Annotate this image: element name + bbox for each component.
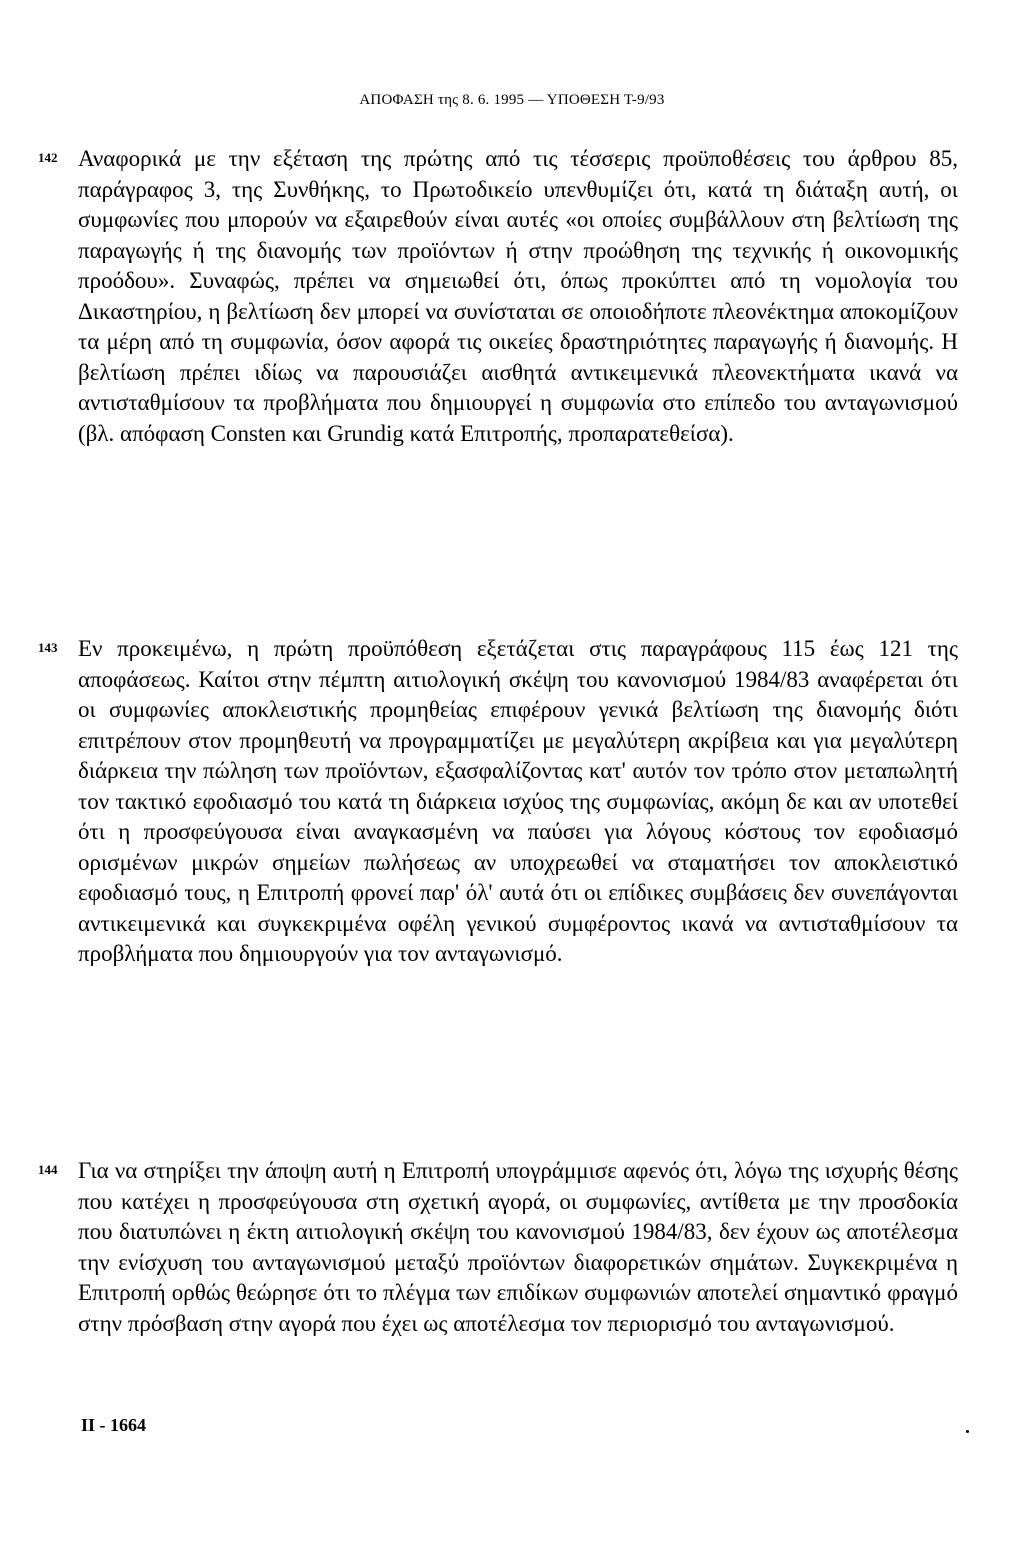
paragraph-142 — [38, 144, 958, 449]
paragraph-144 — [38, 1156, 958, 1339]
paragraph-number: 143 — [38, 640, 58, 655]
paragraph-text: Εν προκειμένω, η πρώτη προϋπόθεση εξετάζεται στις παραγράφους 115 έως 121 της αποφάσεως. Καίτοι στην πέμπτη αιτιολογική σκέψη του κανονισμού 1984/83 αναφέρεται ότι οι συμφωνίες αποκλειστικής προμηθείας επιφέρουν γενικά βελτίωση της διανομής διότι επιτρέπουν στον προμηθευτή να προγραμματίζει με μεγαλύτερη ακρίβεια και για μεγαλύτερη διάρκεια την πώληση των προϊόντων, εξασφαλίζοντας κατ' αυτόν τον τρόπο στον μεταπωλητή τον τακτικό εφοδιασμό του κατά τη διάρκεια ισχύος της συμφωνίας, ακόμη δε και αν υποτεθεί ότι η προσφεύγουσα είναι αναγκασμένη να παύσει για λόγους κόστους τον εφοδιασμό ορισμένων μικρών σημείων πωλήσεως αν υποχρεωθεί να σταματήσει τον αποκλειστικό εφοδιασμό τους, η Επιτροπή φρονεί παρ' όλ' αυτά ότι οι επίδικες συμβάσεις δεν συνεπάγονται αντικειμενικά και συγκεκριμένα οφέλη γενικού συμφέροντος ικανά να αντισταθμίσουν τα προβλήματα που δημιουργούν για τον ανταγωνισμό. — [78, 636, 958, 966]
paragraph-number: 142 — [38, 150, 58, 165]
page-header: ΑΠΟΦΑΣΗ της 8. 6. 1995 — ΥΠΟΘΕΣΗ Τ-9/93 — [359, 92, 665, 108]
paragraph-text: Αναφορικά με την εξέταση της πρώτης από τις τέσσερις προϋποθέσεις του άρθρου 85, παράγραφος 3, της Συνθήκης, το Πρωτοδικείο υπενθυμίζει ότι, κατά τη διάταξη αυτή, οι συμφωνίες που μπορούν να εξαιρεθούν είναι αυτές «οι οποίες συμβάλλουν στη βελτίωση της παραγωγής ή της διανομής των προϊόντων ή στην προώθηση της τεχνικής ή οικονομικής προόδου». Συναφώς, πρέπει να σημειωθεί ότι, όπως προκύπτει από τη νομολογία του Δικαστηρίου, η βελτίωση δεν μπορεί να συνίσταται σε οποιοδήποτε πλεονέκτημα αποκομίζουν τα μέρη από τη συμφωνία, όσον αφορά τις οικείες δραστηριότητες παραγωγής ή διανομής. Η βελτίωση πρέπει ιδίως να παρουσιάζει αισθητά αντικειμενικά πλεονεκτήματα ικανά να αντισταθμίσουν τα προβλήματα που δημιουργεί η συμφωνία στο επίπεδο του ανταγωνισμού (βλ. απόφαση Consten και Grundig κατά Επιτροπής, προπαρατεθείσα). — [78, 146, 958, 446]
stray-mark — [966, 1430, 969, 1433]
paragraph-text: Για να στηρίξει την άποψη αυτή η Επιτροπή υπογράμμισε αφενός ότι, λόγω της ισχυρής θέσης που κατέχει η προσφεύγουσα στη σχετική αγορά, οι συμφωνίες, αντίθετα με την προσδοκία που διατυπώνει η έκτη αιτιολογική σκέψη του κανονισμού 1984/83, δεν έχουν ως αποτέλεσμα την ενίσχυση του ανταγωνισμού μεταξύ προϊόντων διαφορετικών σημάτων. Συγκεκριμένα η Επιτροπή ορθώς θεώρησε ότι το πλέγμα των επιδίκων συμφωνιών αποτελεί σημαντικό φραγμό στην πρόσβαση στην αγορά που έχει ως αποτέλεσμα τον περιορισμό του ανταγωνισμού. — [78, 1158, 958, 1336]
paragraph-number: 144 — [38, 1162, 58, 1177]
paragraph-143 — [38, 634, 958, 970]
page-number: II - 1664 — [81, 1415, 147, 1435]
